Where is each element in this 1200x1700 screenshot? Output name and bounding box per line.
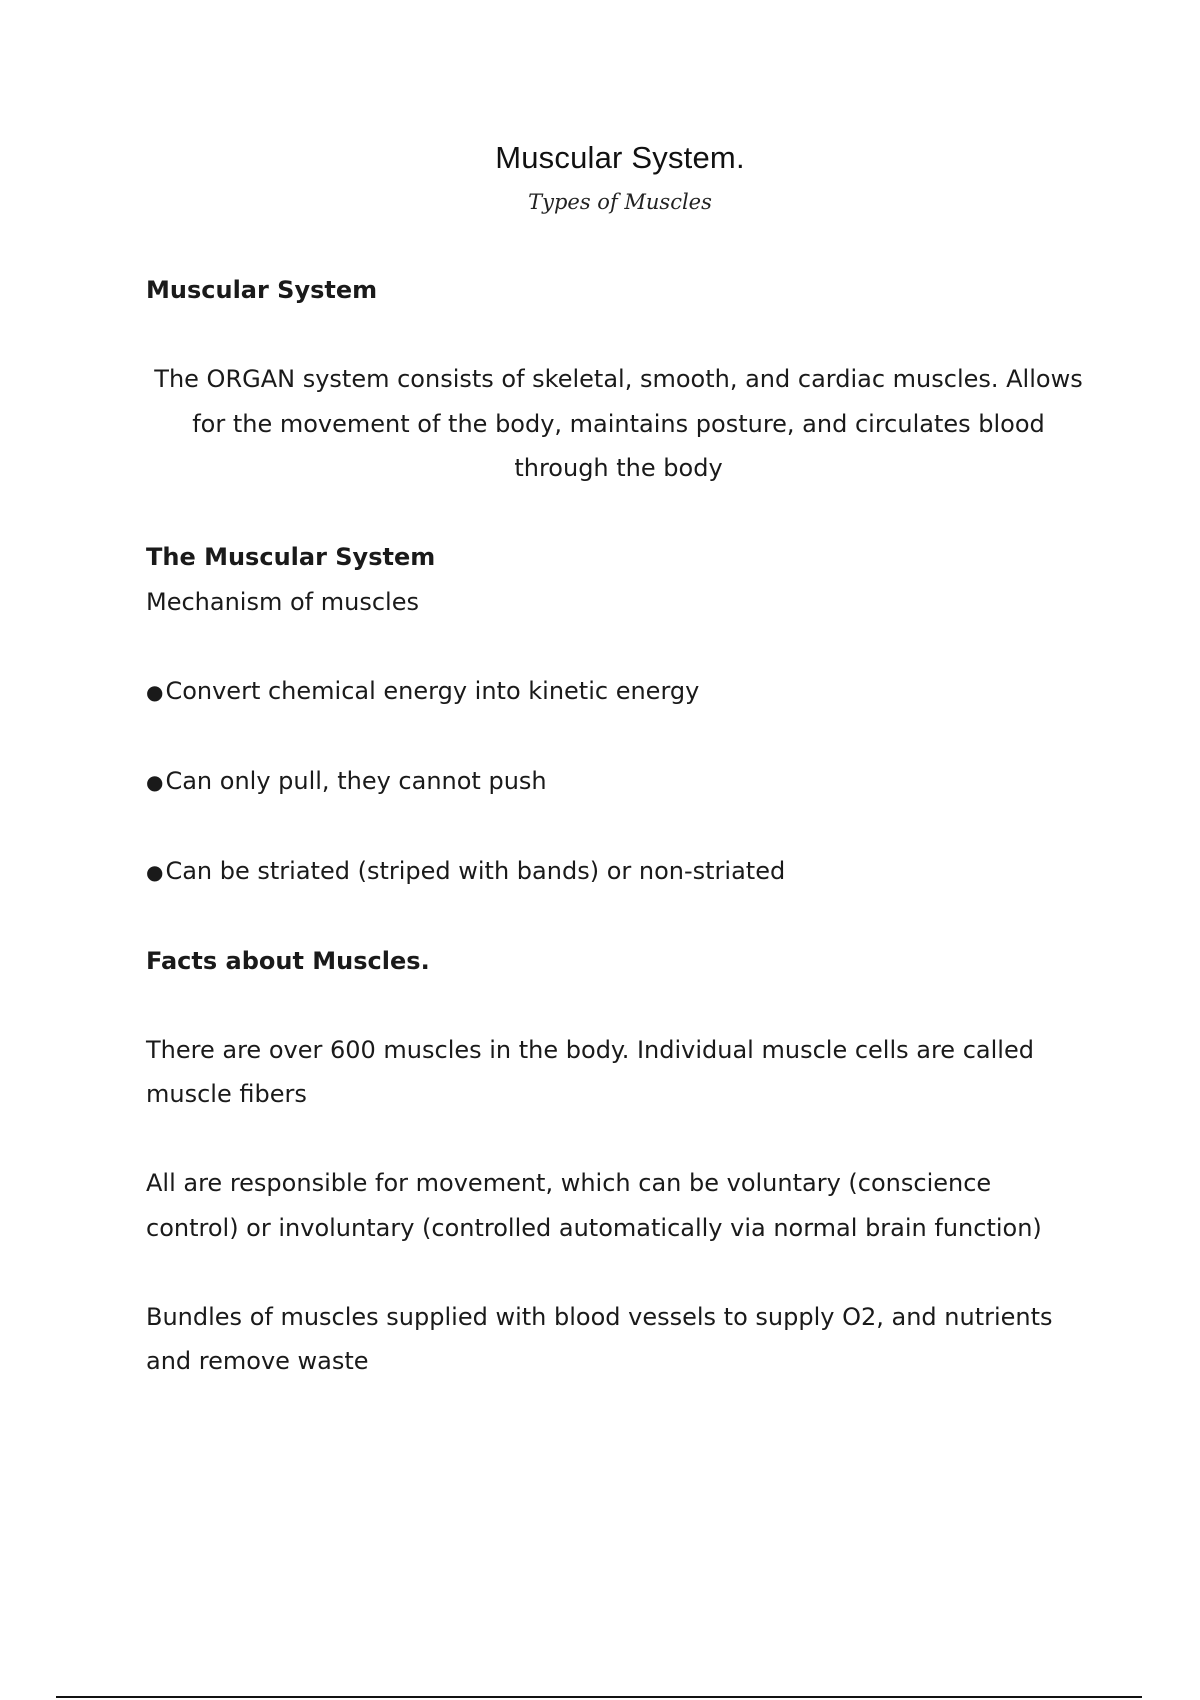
- bullet-item: ● Convert chemical energy into kinetic energy: [146, 669, 1091, 715]
- fact-paragraph: Bundles of muscles supplied with blood vessels to supply O2, and nutrients and remove waste: [146, 1302, 1053, 1375]
- bullet-item: ● Can be striated (striped with bands) or non-striated: [146, 849, 1091, 895]
- fact-paragraph: There are over 600 muscles in the body. Individual muscle cells are called muscle fibers: [146, 1035, 1034, 1108]
- section-heading-muscular-system: Muscular System: [146, 276, 378, 304]
- section-heading-the-muscular-system: The Muscular System: [146, 543, 436, 571]
- page-title: Muscular System.: [495, 140, 745, 175]
- footer-divider: [56, 1696, 1142, 1698]
- page-subtitle: Types of Muscles: [528, 190, 712, 214]
- intro-paragraph: The ORGAN system consists of skeletal, smooth, and cardiac muscles. Allows for the movement of the body, maintains posture, and circulates blood through the body: [154, 365, 1083, 482]
- fact-paragraph: All are responsible for movement, which can be voluntary (conscience control) or involuntary (controlled automatically via normal brain function): [146, 1169, 1042, 1242]
- bullet-item: ● Can only pull, they cannot push: [146, 759, 1091, 805]
- section-heading-facts: Facts about Muscles.: [146, 946, 430, 975]
- document-body: [146, 268, 1091, 1384]
- mechanism-subheading: Mechanism of muscles: [146, 587, 419, 616]
